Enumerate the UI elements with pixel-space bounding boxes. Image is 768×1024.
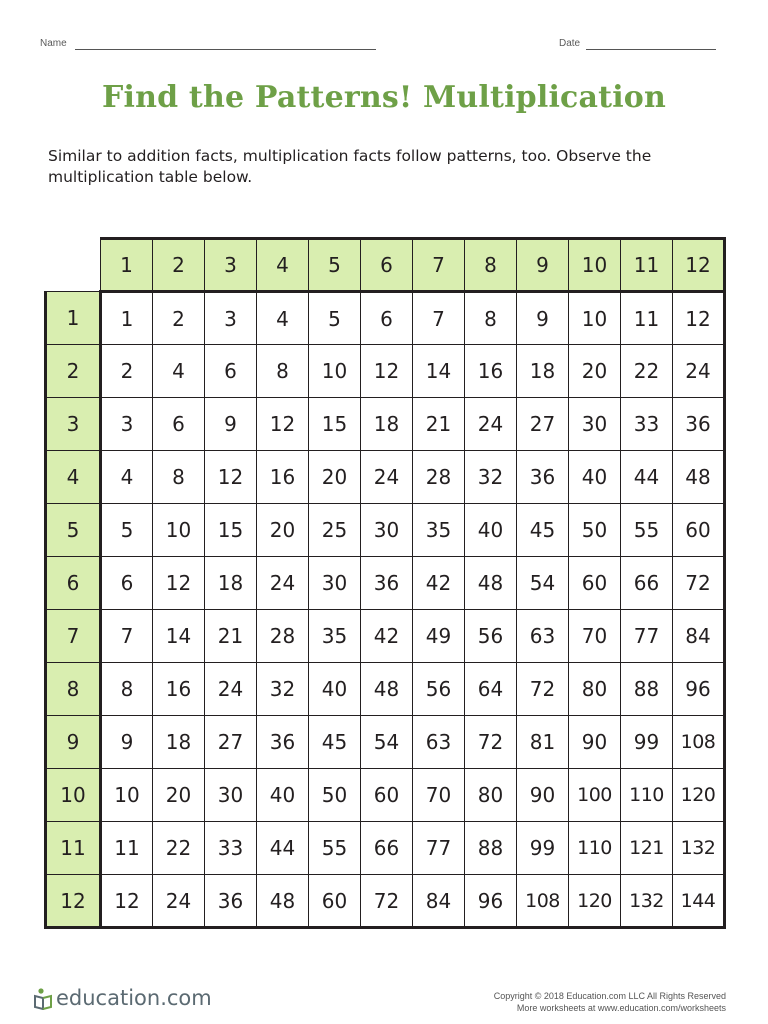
row-header: 5 <box>46 504 101 557</box>
product-cell: 10 <box>309 345 361 398</box>
product-cell: 20 <box>569 345 621 398</box>
product-cell: 10 <box>101 769 153 822</box>
product-cell: 50 <box>569 504 621 557</box>
intro-text: Similar to addition facts, multiplication facts follow patterns, too. Observe the multiplication table below. <box>48 147 652 186</box>
worksheet-title: Find the Patterns! Multiplication <box>101 80 667 115</box>
product-cell: 120 <box>569 875 621 928</box>
product-cell: 96 <box>465 875 517 928</box>
product-cell: 3 <box>205 292 257 345</box>
more-worksheets-text: More worksheets at www.education.com/worksheets <box>516 1003 726 1013</box>
product-cell: 12 <box>361 345 413 398</box>
product-cell: 72 <box>673 557 725 610</box>
product-cell: 72 <box>465 716 517 769</box>
product-cell: 4 <box>257 292 309 345</box>
product-cell: 22 <box>153 822 205 875</box>
product-cell: 6 <box>153 398 205 451</box>
product-cell: 4 <box>153 345 205 398</box>
product-cell: 40 <box>465 504 517 557</box>
footer-credits <box>494 990 726 1014</box>
product-cell: 16 <box>257 451 309 504</box>
product-cell: 8 <box>101 663 153 716</box>
column-header: 8 <box>465 239 517 292</box>
product-cell: 24 <box>205 663 257 716</box>
column-header: 5 <box>309 239 361 292</box>
product-cell: 7 <box>413 292 465 345</box>
product-cell: 36 <box>257 716 309 769</box>
table-row <box>46 716 725 769</box>
product-cell: 16 <box>465 345 517 398</box>
table-row <box>46 610 725 663</box>
product-cell: 20 <box>153 769 205 822</box>
product-cell: 40 <box>309 663 361 716</box>
logo-text: education <box>56 986 161 1010</box>
column-header: 7 <box>413 239 465 292</box>
table-row <box>46 557 725 610</box>
product-cell: 22 <box>621 345 673 398</box>
product-cell: 27 <box>517 398 569 451</box>
product-cell: 12 <box>153 557 205 610</box>
product-cell: 44 <box>257 822 309 875</box>
product-cell: 132 <box>621 875 673 928</box>
name-line <box>75 49 376 50</box>
column-header: 9 <box>517 239 569 292</box>
product-cell: 70 <box>413 769 465 822</box>
product-cell: 80 <box>569 663 621 716</box>
product-cell: 14 <box>153 610 205 663</box>
product-cell: 48 <box>257 875 309 928</box>
product-cell: 28 <box>413 451 465 504</box>
product-cell: 110 <box>569 822 621 875</box>
column-header: 1 <box>101 239 153 292</box>
product-cell: 36 <box>673 398 725 451</box>
product-cell: 12 <box>205 451 257 504</box>
product-cell: 5 <box>101 504 153 557</box>
product-cell: 12 <box>673 292 725 345</box>
multiplication-table <box>44 237 726 929</box>
column-header: 6 <box>361 239 413 292</box>
product-cell: 66 <box>361 822 413 875</box>
table-row <box>46 769 725 822</box>
product-cell: 77 <box>621 610 673 663</box>
product-cell: 108 <box>673 716 725 769</box>
column-header: 11 <box>621 239 673 292</box>
product-cell: 72 <box>361 875 413 928</box>
product-cell: 32 <box>465 451 517 504</box>
product-cell: 55 <box>309 822 361 875</box>
product-cell: 54 <box>361 716 413 769</box>
column-header: 4 <box>257 239 309 292</box>
row-header: 11 <box>46 822 101 875</box>
product-cell: 36 <box>205 875 257 928</box>
product-cell: 96 <box>673 663 725 716</box>
product-cell: 55 <box>621 504 673 557</box>
product-cell: 33 <box>205 822 257 875</box>
product-cell: 28 <box>257 610 309 663</box>
product-cell: 121 <box>621 822 673 875</box>
product-cell: 90 <box>517 769 569 822</box>
product-cell: 36 <box>517 451 569 504</box>
education-logo <box>32 986 212 1010</box>
name-field <box>40 38 67 49</box>
product-cell: 20 <box>257 504 309 557</box>
product-cell: 7 <box>101 610 153 663</box>
product-cell: 32 <box>257 663 309 716</box>
product-cell: 81 <box>517 716 569 769</box>
product-cell: 60 <box>309 875 361 928</box>
row-header: 10 <box>46 769 101 822</box>
product-cell: 10 <box>153 504 205 557</box>
product-cell: 20 <box>309 451 361 504</box>
date-label: Date <box>559 38 581 49</box>
product-cell: 45 <box>517 504 569 557</box>
row-header: 2 <box>46 345 101 398</box>
product-cell: 63 <box>413 716 465 769</box>
product-cell: 21 <box>413 398 465 451</box>
product-cell: 6 <box>361 292 413 345</box>
product-cell: 84 <box>413 875 465 928</box>
row-header: 9 <box>46 716 101 769</box>
product-cell: 64 <box>465 663 517 716</box>
product-cell: 88 <box>465 822 517 875</box>
row-header: 3 <box>46 398 101 451</box>
product-cell: 8 <box>153 451 205 504</box>
product-cell: 33 <box>621 398 673 451</box>
product-cell: 50 <box>309 769 361 822</box>
copyright-text: Copyright © 2018 Education.com LLC All Rights Reserved <box>493 991 726 1001</box>
row-header: 4 <box>46 451 101 504</box>
product-cell: 11 <box>621 292 673 345</box>
product-cell: 14 <box>413 345 465 398</box>
product-cell: 88 <box>621 663 673 716</box>
row-header: 8 <box>46 663 101 716</box>
logo-suffix: .com <box>160 986 212 1010</box>
product-cell: 84 <box>673 610 725 663</box>
product-cell: 44 <box>621 451 673 504</box>
product-cell: 40 <box>257 769 309 822</box>
product-cell: 21 <box>205 610 257 663</box>
product-cell: 6 <box>205 345 257 398</box>
column-header: 3 <box>205 239 257 292</box>
product-cell: 30 <box>205 769 257 822</box>
product-cell: 5 <box>309 292 361 345</box>
row-header: 1 <box>46 292 101 345</box>
product-cell: 18 <box>205 557 257 610</box>
product-cell: 12 <box>257 398 309 451</box>
table-corner <box>46 239 101 292</box>
product-cell: 72 <box>517 663 569 716</box>
column-header-row <box>46 239 725 292</box>
product-cell: 15 <box>309 398 361 451</box>
product-cell: 90 <box>569 716 621 769</box>
column-header: 2 <box>153 239 205 292</box>
product-cell: 24 <box>257 557 309 610</box>
product-cell: 45 <box>309 716 361 769</box>
product-cell: 24 <box>465 398 517 451</box>
product-cell: 24 <box>361 451 413 504</box>
product-cell: 15 <box>205 504 257 557</box>
product-cell: 66 <box>621 557 673 610</box>
product-cell: 60 <box>569 557 621 610</box>
product-cell: 99 <box>517 822 569 875</box>
product-cell: 9 <box>205 398 257 451</box>
table-row <box>46 345 725 398</box>
product-cell: 56 <box>413 663 465 716</box>
column-header: 10 <box>569 239 621 292</box>
product-cell: 60 <box>673 504 725 557</box>
product-cell: 100 <box>569 769 621 822</box>
product-cell: 42 <box>413 557 465 610</box>
product-cell: 10 <box>569 292 621 345</box>
product-cell: 24 <box>153 875 205 928</box>
date-field <box>559 38 580 49</box>
product-cell: 56 <box>465 610 517 663</box>
product-cell: 12 <box>101 875 153 928</box>
product-cell: 9 <box>517 292 569 345</box>
product-cell: 63 <box>517 610 569 663</box>
date-line <box>586 49 716 50</box>
table-row <box>46 451 725 504</box>
product-cell: 27 <box>205 716 257 769</box>
product-cell: 18 <box>517 345 569 398</box>
product-cell: 3 <box>101 398 153 451</box>
table-row <box>46 663 725 716</box>
product-cell: 8 <box>465 292 517 345</box>
product-cell: 24 <box>673 345 725 398</box>
product-cell: 60 <box>361 769 413 822</box>
table-row <box>46 292 725 345</box>
product-cell: 49 <box>413 610 465 663</box>
product-cell: 48 <box>465 557 517 610</box>
product-cell: 18 <box>361 398 413 451</box>
product-cell: 18 <box>153 716 205 769</box>
product-cell: 48 <box>673 451 725 504</box>
product-cell: 99 <box>621 716 673 769</box>
product-cell: 35 <box>413 504 465 557</box>
table-row <box>46 504 725 557</box>
table-row <box>46 822 725 875</box>
product-cell: 30 <box>309 557 361 610</box>
product-cell: 48 <box>361 663 413 716</box>
book-person-icon <box>32 986 54 1010</box>
product-cell: 144 <box>673 875 725 928</box>
product-cell: 4 <box>101 451 153 504</box>
row-header: 12 <box>46 875 101 928</box>
product-cell: 40 <box>569 451 621 504</box>
product-cell: 11 <box>101 822 153 875</box>
product-cell: 30 <box>569 398 621 451</box>
row-header: 6 <box>46 557 101 610</box>
product-cell: 42 <box>361 610 413 663</box>
product-cell: 80 <box>465 769 517 822</box>
product-cell: 9 <box>101 716 153 769</box>
product-cell: 16 <box>153 663 205 716</box>
name-label: Name <box>40 38 67 49</box>
product-cell: 77 <box>413 822 465 875</box>
product-cell: 70 <box>569 610 621 663</box>
product-cell: 120 <box>673 769 725 822</box>
product-cell: 132 <box>673 822 725 875</box>
product-cell: 30 <box>361 504 413 557</box>
product-cell: 110 <box>621 769 673 822</box>
table-row <box>46 398 725 451</box>
product-cell: 35 <box>309 610 361 663</box>
row-header: 7 <box>46 610 101 663</box>
product-cell: 25 <box>309 504 361 557</box>
product-cell: 54 <box>517 557 569 610</box>
product-cell: 108 <box>517 875 569 928</box>
product-cell: 8 <box>257 345 309 398</box>
product-cell: 36 <box>361 557 413 610</box>
product-cell: 1 <box>101 292 153 345</box>
product-cell: 2 <box>153 292 205 345</box>
product-cell: 2 <box>101 345 153 398</box>
column-header: 12 <box>673 239 725 292</box>
product-cell: 6 <box>101 557 153 610</box>
table-row <box>46 875 725 928</box>
